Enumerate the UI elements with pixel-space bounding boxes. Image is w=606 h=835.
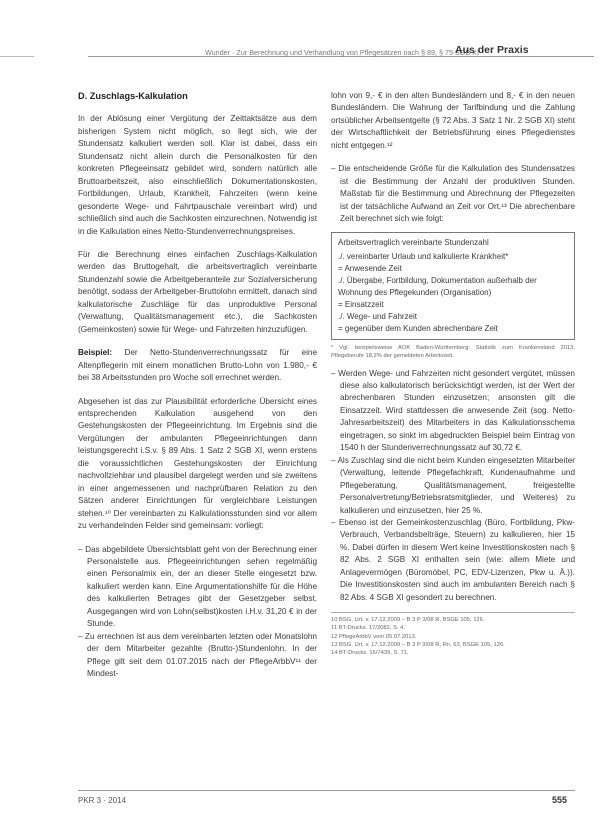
section-heading: D. Zuschlags-Kalkulation [78, 91, 188, 101]
footer-rule [78, 790, 575, 791]
footnotes [331, 612, 575, 657]
box-line: = Anwesende Zeit [338, 263, 402, 273]
box-line: ./. vereinbarter Urlaub und kalkulierte Krankheit* [338, 251, 509, 261]
list-item: – Die entscheidende Größe für die Kalkulation des Stundensatzes ist die Bestimmung der Anzahl der produktiven Stunden. Maßstab für die Bestimmung und Abrechnung der Pflegezeiten ist der tatsächliche Aufwand an Zeit vor Ort.¹³ Die abrechenbare Zeit berechnet sich wie folgt: [331, 163, 575, 225]
list-item: – Zu errechnen ist aus dem vereinbarten letzten oder Monatslohn der dem Mitarbeiter gezahlte (Brutto-)Stundenlohn. In der Pflege gilt seit dem 01.07.2015 nach der PflegeArbbV¹¹ der Mindest- [78, 631, 317, 681]
box-line: = Einsatzzeit [338, 299, 384, 309]
list-item: – Das abgebildete Übersichtsblatt geht von der Berechnung einer Personalstelle aus. Pflegeeinrichtungen sehen regelmäßig einen Personalmix ein, der an dieser Stelle eingesetzt bzw. kalkuliert werden kann. Eine Argumentationshilfe für die Höhe des kalkulierten Betrages gibt der Gesetzgeber selbst. Ausgegangen wird von Lohn(selbst)kosten i.H.v. 31,20 € in der Stunde. [78, 544, 317, 631]
footnote: 14 BT-Drucks. 16/7439, S. 71. [331, 649, 409, 656]
box-line: = gegenüber dem Kunden abrechenbare Zeit [338, 323, 498, 333]
journal-issue: PKR 3 · 2014 [78, 796, 127, 805]
paragraph: lohn von 9,- € in den alten Bundesländern und 8,- € in den neuen Bundesländern. Die Wahrung der Tarifbindung und die Zahlung ortsüblicher Arbeitsentgelte (§ 72 Abs. 3 Satz 1 Nr. 2 SGB XI) steht der Wirtschaftlichkeit der Betriebsführung eines Pflegedienstes nicht entgegen.¹² [331, 91, 575, 150]
bullet-list [78, 544, 317, 681]
box-title: Arbeitsvertraglich vereinbarte Stundenzahl [338, 237, 489, 247]
list-item: – Als Zuschlag sind die nicht beim Kunden eingesetzten Mitarbeiter (Verwaltung, leitende Pflegefachkraft, Kundenaufnahme und Pflegeberatung, Qualitätsmanagement, freigestellte Personalvertretung/Betriebsratsmitglieder, und Weiteres) zu kalkulieren und einzusetzen, hier 25 %. [331, 455, 575, 517]
bullet-list [331, 163, 575, 225]
running-title: Wunder · Zur Berechnung und Verhandlung von Pflegesätzen nach § 89, § 75 SGB XI [205, 48, 479, 57]
example-text: Der Netto-Stundenverrechnungssatz für eine Altenpflegerin mit einem monatlichen Brutto-Lohn von 1.980,- € bei 38 Arbeitsstunden pro Woche soll errechnet werden. [78, 348, 317, 383]
calculation-box [331, 232, 575, 340]
example-paragraph [78, 347, 317, 384]
bullet-list [331, 368, 575, 605]
list-item: – Ebenso ist der Gemeinkostenzuschlag (Büro, Fortbildung, Pkw-Verbrauch, Verbandsbeiträge, Steuern) zu kalkulieren, hier 15 %. Dabei dürfen in diesem Wert keine Investitionskosten nach § 82 Abs. 2 SGB XI enthalten sein (wie: allem Miete und Anlagevermögen (Büromöbel, PC, EDV-Lizenzen, Pkw u. Ä.)). Die Investitionskosten sind auch im ambulanten Bereich nach § 82 Abs. 4 SGB XI gesondert zu berechnen. [331, 517, 575, 604]
box-note: * Vgl. beispielsweise AOK Baden-Württemberg: Statistik zum Krankenstand 2013, Pflegeberufe 18,2% der gemeldeten Arbeitszeit. [331, 344, 575, 359]
footnote: 10 BSG, Urt. v. 17.12.2009 – B 3 P 3/08 R, BSGE 105, 126. [331, 617, 485, 624]
footnote: 12 PflegeArbbV vom 05.07.2013. [331, 633, 417, 640]
paragraph: In der Ablösung einer Vergütung der Zeittaktsätze aus dem bisherigen System nicht möglich, so liegt sich, wie der Stundensatz kalkuliert werden soll. Klar ist dabei, dass ein Stundensatz nicht allein durch die Personalkosten für den konkreten Pflegeeinsatz gebildet wird, sondern natürlich alle Bruttoarbeitszeit, also einschließlich Dokumentationskosten, Fortbildungen, Urlaub, Krankheit, Fahrzeiten (wenn keine gesonderte Wege- und Fahrtpauschale vereinbart wird) und schließlich sind auch die Sachkosten einzurechnen. Notwendig ist in die Kalkulation eines Netto-Stundenverrechnungspreises. [78, 114, 317, 236]
list-item: – Werden Wege- und Fahrzeiten nicht gesondert vergütet, müssen diese also kalkulatorisch berücksichtigt werden, ist der Wert der abrechenbaren Stunden einzusetzen; ansonsten gilt die Einsatzzeit. Wird stattdessen die anwesende Zeit (sog. Netto-Jahresarbeitszeit) des Mitarbeiters in das Kalkulationsschema eingetragen, so sinkt im abgedruckten Beispiel beim Eintrag von 1540 h der Stundenverrechnungssatz auf 30,72 €. [331, 368, 575, 455]
page-number: 555 [552, 795, 568, 805]
page-header [0, 40, 606, 70]
example-label: Beispiel: [78, 348, 113, 358]
section-title: Aus der Praxis [455, 44, 529, 56]
paragraph: Für die Berechnung eines einfachen Zuschlags-Kalkulation werden das Bruttogehalt, die arbeitsvertraglich vereinbarte Stundenzahl sowie die Arbeitgeberanteile zur Sozialversicherung benötigt, sodass der Arbeitgeber-Bruttolohn ermittelt, danach sind kalkulatorische Zuschläge für das unproduktive Personal (Verwaltung, Qualitätsmanagement etc.), die Sachkosten (Gemeinkosten) sowie für Wege- und Fahrzeiten hinzuzufügen. [78, 249, 317, 334]
right-column [331, 90, 575, 657]
left-column [78, 90, 317, 686]
page-footer [0, 790, 606, 820]
paragraph: Abgesehen ist das zur Plausibilität erforderliche Übersicht eines entsprechenden Kalkulation ausgehend von den Gestehungskosten der Pflegeeinrichtung. Im Ergebnis sind die Vergütungen der ambulanten Pflegeeinrichtungen dann leistungsgerecht i.S.v. § 89 Abs. 1 Satz 2 SGB XI, wenn erstens die voraussichtlichen Gestehungskosten der Einrichtung nachvollziehbar und plausibel dargelegt werden und sie zweitens in einer angemessenen und nachprüfbaren Relation zu den Sätzen anderer Einrichtungen für vergleichbare Leistungen stehen.¹⁰ Der vereinbarten zu Kalkulationsstunden sind vor allem zu verhandelnden Felder sind gemeinsam: vorliegt: [78, 396, 317, 531]
box-line: ./. Wege- und Fahrzeit [338, 311, 417, 321]
footnote: 11 BT-Drucks. 17/2082, S. 4. [331, 625, 406, 632]
box-line: ./. Übergabe, Fortbildung, Dokumentation außerhalb der Wohnung des Pflegekunden (Organisation) [338, 275, 537, 297]
footnote: 13 BSG, Urt. v. 17.12.2009 – B 3 P 3/08 R, Rn. 63, BSGE 105, 126. [331, 641, 505, 648]
